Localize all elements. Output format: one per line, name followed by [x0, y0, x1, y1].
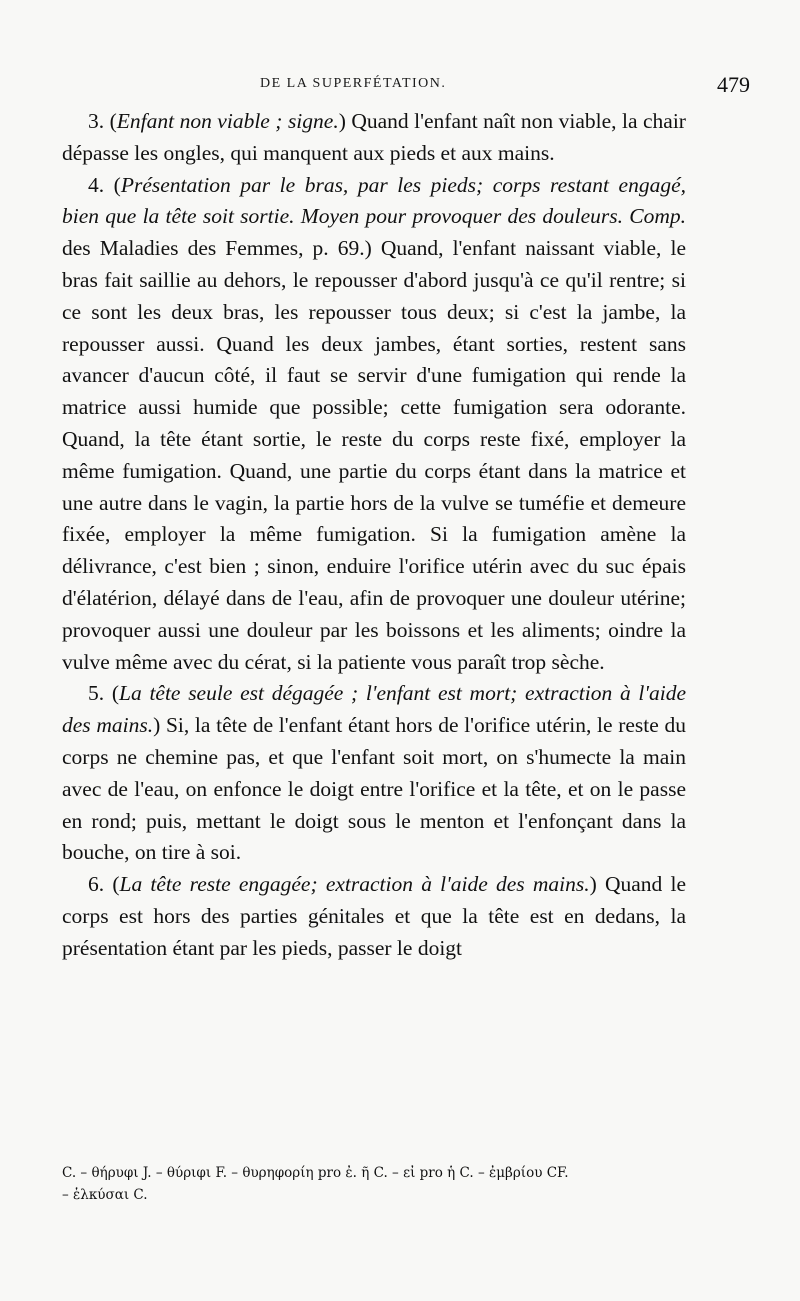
open-paren: ( — [104, 172, 121, 197]
paragraph-3 — [62, 106, 686, 170]
paragraph-number: 3. — [88, 109, 105, 133]
paragraph-6 — [62, 869, 686, 964]
paragraph-4 — [62, 170, 686, 679]
footnote-line: C. – θήρυφι J. – θύριφι F. – θυρηφορίη pro ἐ. ῆ C. – εἰ pro ἡ C. – ἐμβρίου CF. — [62, 1165, 569, 1181]
paragraph-heading: La tête seule est dégagée ; l'enfant est mort; extraction à l'aide des mains. — [62, 681, 686, 738]
paragraph-number: 6. — [88, 872, 105, 897]
running-title: DE LA SUPERFÉTATION. — [260, 76, 447, 91]
paragraph-body: Si, la tête de l'enfant étant hors de l'orifice utérin, le reste du corps ne chemine pas, et que l'enfant soit mort, on s'humecte la main avec de l'eau, on enfonce le doigt entre l'orifice et la tête, et on le passe en rond; puis, mettant le doigt sous le menton et l'enfonçant dans la bouche, on tire à soi. — [62, 713, 686, 865]
paragraph-heading-tail: des Maladies des Femmes, p. 69. — [62, 236, 365, 261]
close-paren: ) — [153, 713, 166, 738]
paragraph-heading: La tête reste engagée; extraction à l'aide des mains. — [119, 872, 590, 897]
footnote-line: – ἑλκύσαι C. — [62, 1187, 148, 1203]
close-paren: ) — [589, 872, 605, 897]
page-number: 479 — [717, 72, 750, 97]
paragraph-number: 4. — [88, 172, 105, 197]
paragraph-body: Quand l'enfant naît non viable, la chair dépasse les ongles, qui manquent aux pieds et aux mains. — [62, 109, 686, 165]
close-paren: ) — [364, 236, 381, 261]
paragraph-heading: Présentation par le bras, par les pieds; corps restant engagé, bien que la tête soit sortie. Moyen pour provoquer des douleurs. Comp. — [62, 172, 686, 229]
paragraph-5 — [62, 678, 686, 869]
open-paren: ( — [104, 872, 120, 897]
main-text — [62, 106, 686, 965]
paragraph-body: Quand le corps est hors des parties génitales et que la tête est en dedans, la présentation étant par les pieds, passer le doigt — [62, 872, 686, 960]
open-paren: ( — [104, 681, 120, 706]
page-header — [60, 72, 750, 100]
footnotes — [62, 1162, 692, 1206]
paragraph-heading: Enfant non viable ; signe. — [116, 109, 339, 133]
paragraph-body: Quand, l'enfant naissant viable, le bras fait saillie au dehors, le repousser d'abord jusqu'à ce qu'il rentre; si ce sont les deux bras, les repousser tous deux; si c'est la jambe, la repousser aussi. Quand les deux jambes, étant sorties, restent sans avancer d'aucun côté, il faut se servir d'une fumigation qui rende la matrice aussi humide que possible; cette fumigation sera odorante. Quand, la tête étant sortie, le reste du corps reste fixé, employer la même fumigation. Quand, une partie du corps étant dans la matrice et une autre dans le vagin, la partie hors de la vulve se tuméfie et demeure fixée, employer la même fumigation. Si la fumigation amène la délivrance, c'est bien ; sinon, enduire l'orifice utérin avec du suc épais d'élatérion, délayé dans de l'eau, afin de provoquer une douleur utérine; provoquer aussi une douleur par les boissons et les aliments; oindre la vulve même avec du cérat, si la patiente vous paraît trop sèche. — [62, 236, 686, 674]
paragraph-number: 5. — [88, 681, 105, 706]
close-paren: ) — [338, 109, 352, 133]
open-paren: ( — [104, 109, 117, 133]
